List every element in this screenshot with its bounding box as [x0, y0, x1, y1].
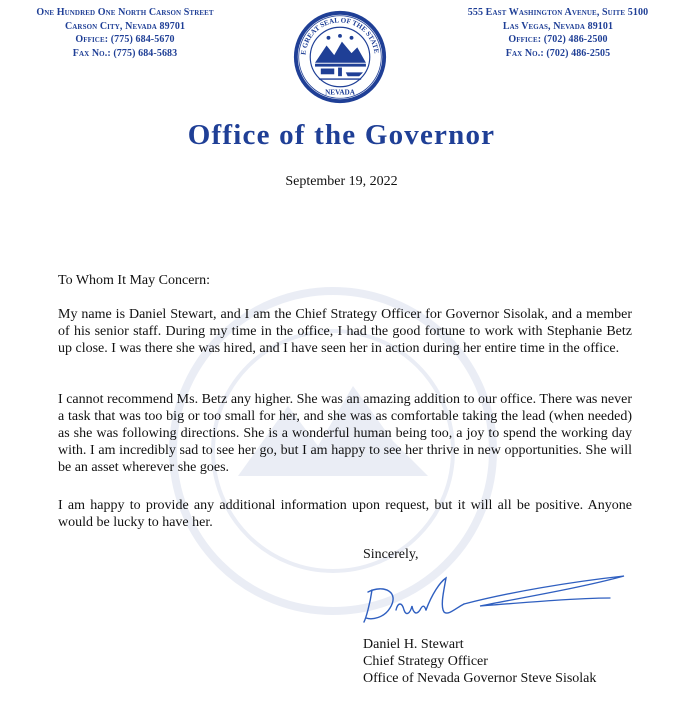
nevada-state-seal-icon	[292, 9, 388, 105]
address-line: Office: (775) 684-5670	[75, 34, 175, 45]
signature-block	[363, 636, 596, 687]
letterhead-address-las-vegas	[443, 6, 673, 60]
body-paragraph: I cannot recommend Ms. Betz any higher. She was an amazing addition to our office. There was never a task that was too big or too small for her, and she was as comfortable taking the lead (when needed) as she was following directions. She is a wonderful human being too, a joy to spend the working day with. I am incredibly sad to see her go, but I am happy to see her thrive in new opportunities. She will be an asset wherever she goes.	[58, 392, 632, 475]
svg-text:NEVADA: NEVADA	[325, 88, 355, 97]
address-line: Fax No.: (775) 684-5683	[72, 47, 178, 59]
address-line: One Hundred One North Carson Street	[36, 7, 214, 18]
salutation: To Whom It May Concern:	[58, 273, 210, 288]
address-line: Carson City, Nevada 89701	[64, 20, 186, 32]
address-line: Las Vegas, Nevada 89101	[502, 20, 614, 32]
body-paragraph: My name is Daniel Stewart, and I am the Chief Strategy Officer for Governor Sisolak, and a member of his senior staff. During my time in the office, I had the good fortune to work with Stephanie Betz up close. I was there she was hired, and I have seen her in action during her entire time in the office.	[58, 307, 632, 356]
letter-date: September 19, 2022	[285, 174, 398, 189]
closing: Sincerely,	[363, 547, 419, 562]
body-paragraph: I am happy to provide any additional information upon request, but it will all be positive. Anyone would be lucky to have her.	[58, 498, 632, 530]
signer-office: Office of Nevada Governor Steve Sisolak	[363, 671, 597, 686]
address-line: Office: (702) 486-2500	[508, 34, 608, 45]
handwritten-signature	[360, 568, 630, 628]
address-line: Fax No.: (702) 486-2505	[505, 47, 611, 59]
address-line: 555 East Washington Avenue, Suite 5100	[467, 7, 649, 18]
signer-title: Chief Strategy Officer	[363, 654, 488, 669]
letterhead-title: Office of the Governor	[187, 119, 496, 151]
svg-text:THE GREAT SEAL OF THE STATE OF: E GREAT SEAL OF THE STATE	[299, 16, 381, 56]
signer-name: Daniel H. Stewart	[363, 637, 464, 652]
letterhead-address-carson-city	[6, 6, 244, 60]
